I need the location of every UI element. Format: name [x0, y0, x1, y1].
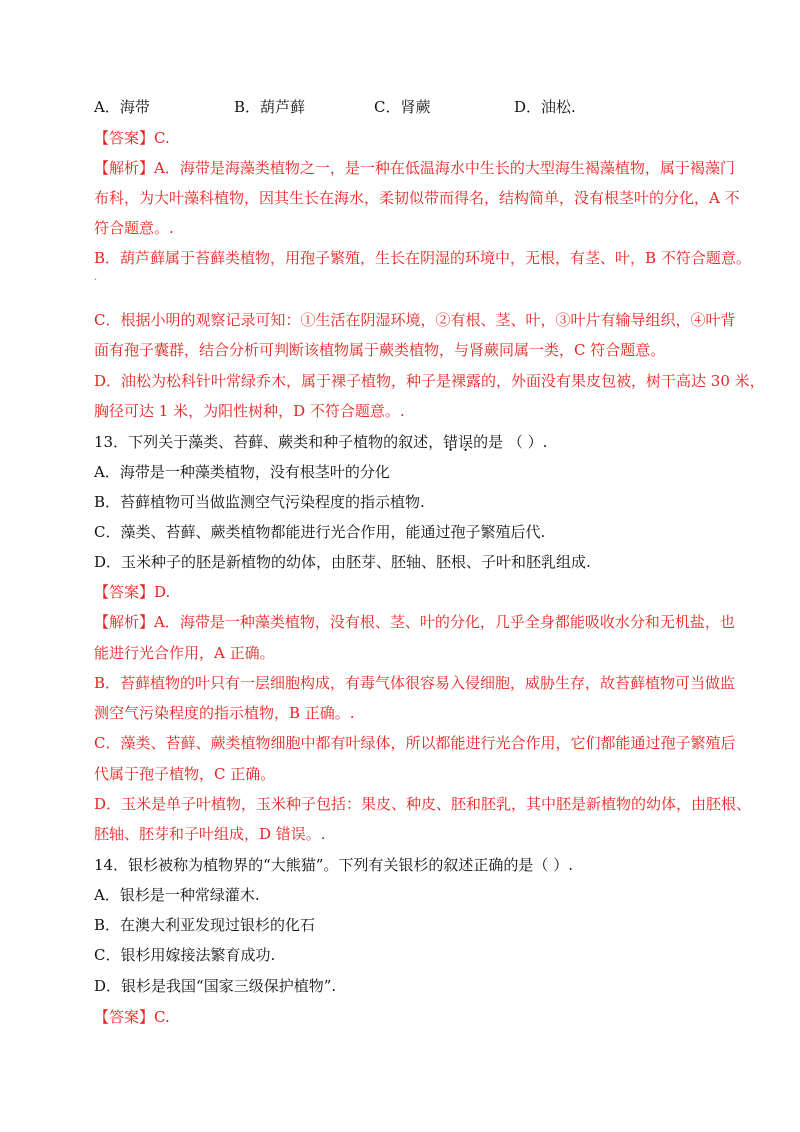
q14-stem: 14．银杉被称为植物界的“大熊猫”。下列有关银杉的叙述正确的是（ ）. — [94, 856, 573, 874]
q13-option-b: B．苔藓植物可当做监测空气污染程度的指示植物. — [94, 493, 425, 511]
q13-analysis-line: 代属于孢子植物，C 正确。 — [94, 765, 276, 783]
q13-stem — [94, 432, 547, 452]
q13-option-c: C．藻类、苔藓、蕨类植物都能进行光合作用，能通过孢子繁殖后代. — [94, 523, 546, 541]
q14-answer: 【答案】C. — [94, 1008, 170, 1026]
q13-analysis-line: D．玉米是单子叶植物，玉米种子包括：果皮、种皮、胚和胚乳，其中胚是新植物的幼体，由胚根、 — [94, 795, 752, 813]
q13-stem-text: 的是 （ ）. — [473, 433, 548, 451]
q12-option-b: B．葫芦藓 — [234, 98, 306, 116]
q13-option-d: D．玉米种子的胚是新植物的幼体，由胚芽、胚轴、胚根、子叶和胚乳组成. — [94, 553, 591, 571]
q12-analysis-line: D．油松为松科针叶常绿乔木，属于裸子植物，种子是裸露的，外面没有果皮包被，树干高达 30 米， — [94, 372, 765, 390]
q12-analysis-line: 【解析】A．海带是海藻类植物之一，是一种在低温海水中生长的大型海生褐藻植物，属于褐藻门 — [94, 159, 735, 177]
q14-option-a: A．银杉是一种常绿灌木. — [94, 886, 260, 904]
q13-analysis-line: C．藻类、苔藓、蕨类植物细胞中都有叶绿体，所以都能进行光合作用，它们都能通过孢子繁殖后 — [94, 734, 736, 752]
q13-emphasis-char: 误 — [458, 433, 474, 451]
q13-stem-text: 13．下列关于藻类、苔藓、蕨类和种子植物的叙述， — [94, 433, 444, 451]
q13-analysis-line: 【解析】A．海带是一种藻类植物，没有根、茎、叶的分化，几乎全身都能吸收水分和无机盐，也 — [94, 613, 735, 631]
q12-analysis-line: 胸径可达 1 米，为阳性树种，D 不符合题意。. — [94, 402, 405, 420]
q13-analysis-line: 胚轴、胚芽和子叶组成，D 错误。. — [94, 825, 326, 843]
q12-analysis-line: C．根据小明的观察记录可知：①生活在阴湿环境，②有根、茎、叶，③叶片有输导组织，④叶背 — [94, 311, 736, 329]
q12-option-a: A．海带 — [94, 98, 150, 116]
q13-analysis-line: 能进行光合作用，A 正确。 — [94, 644, 275, 662]
q13-answer: 【答案】D. — [94, 583, 171, 601]
q14-option-c: C．银杉用嫁接法繁育成功. — [94, 946, 276, 964]
q14-option-b: B．在澳大利亚发现过银杉的化石 — [94, 916, 316, 934]
q13-analysis-line: B．苔藓植物的叶只有一层细胞构成，有毒气体很容易入侵细胞，威胁生存，故苔藓植物可当做监 — [94, 674, 736, 692]
q13-option-a: A．海带是一种藻类植物，没有根茎叶的分化 — [94, 463, 390, 481]
q13-analysis-line: 测空气污染程度的指示植物，B 正确。. — [94, 704, 355, 722]
q12-analysis-line: B．葫芦藓属于苔藓类植物，用孢子繁殖，生长在阴湿的环境中，无根，有茎、叶，B 不符合题意。 — [94, 249, 751, 267]
q12-analysis-line: 符合题意。. — [94, 219, 174, 237]
stray-mark: . — [94, 272, 98, 283]
q13-emphasis-char: 错 — [443, 433, 459, 451]
q12-option-c: C．肾蕨 — [374, 98, 431, 116]
q12-analysis-line: 布科，为大叶藻科植物，因其生长在海水，柔韧似带而得名，结构简单，没有根茎叶的分化，A 不 — [94, 189, 740, 207]
q12-option-d: D．油松. — [514, 98, 576, 116]
q12-analysis-line: 面有孢子囊群，结合分析可判断该植物属于蕨类植物，与肾蕨同属一类，C 符合题意。 — [94, 341, 666, 359]
q14-option-d: D．银杉是我国“国家三级保护植物”. — [94, 977, 337, 995]
q12-answer: 【答案】C. — [94, 129, 170, 147]
